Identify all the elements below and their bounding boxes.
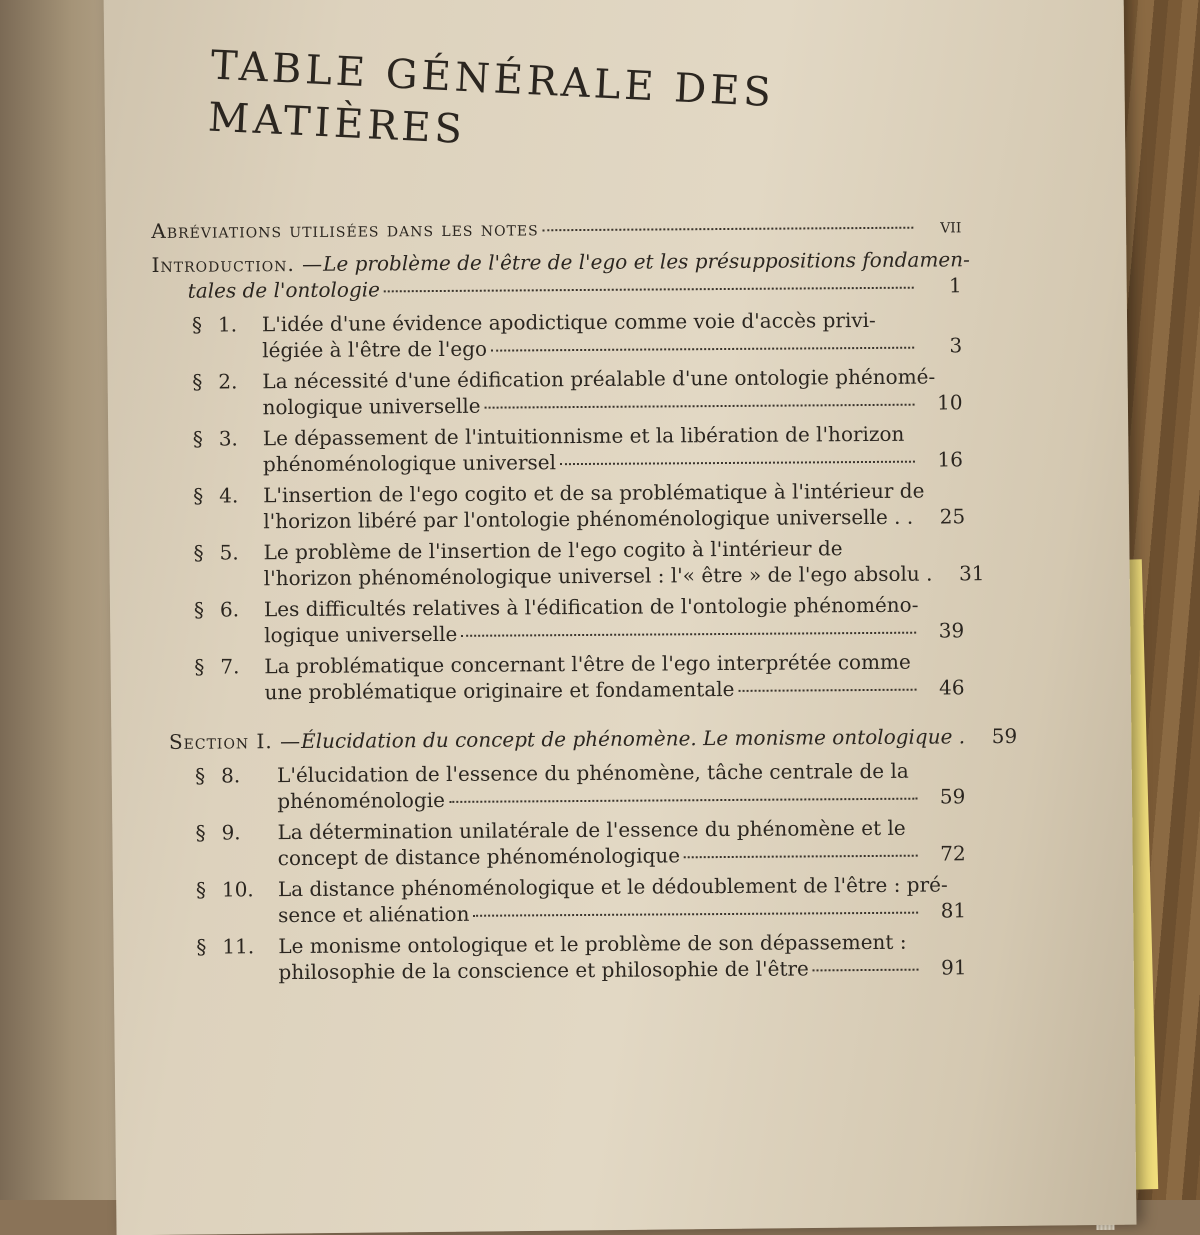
section-number: 1. [218, 311, 262, 337]
leader-dots [485, 404, 915, 409]
entry-title: Élucidation du concept de phénomène. Le monisme ontologique . [301, 723, 965, 754]
toc-entry-s6 [154, 591, 964, 649]
entry-line: phénoménologie [277, 787, 445, 814]
leader-dots [461, 632, 916, 637]
leader-dots [738, 689, 916, 692]
toc-entry-introduction [151, 246, 961, 304]
toc-list [151, 212, 966, 991]
leader-dots [491, 347, 914, 352]
section-number: 5. [219, 539, 263, 565]
entry-line: L'insertion de l'ego cogito et de sa problématique à l'intérieur de [263, 478, 924, 509]
section-number: 10. [222, 876, 266, 902]
entry-line: légiée à l'être de l'ego [262, 336, 487, 364]
entry-line: Le monisme ontologique et le problème de son dépassement : [278, 929, 906, 959]
toc-entry-s1 [152, 306, 962, 364]
section-number: 4. [219, 482, 263, 508]
section-mark: § [195, 820, 221, 846]
page-number: 72 [922, 840, 966, 866]
page-number: 3 [918, 332, 962, 358]
section-mark: § [194, 597, 220, 623]
page-number: 81 [922, 897, 966, 923]
page-number: 59 [921, 783, 965, 809]
entry-line: nologique universelle [262, 393, 480, 421]
leader-dots [684, 855, 918, 859]
toc-entry-s9 [155, 814, 965, 872]
toc-entry-s8 [155, 757, 965, 815]
section-mark: § [196, 877, 222, 903]
leader-dots [813, 969, 919, 972]
toc-entry-s2 [152, 363, 962, 421]
toc-entry-s3 [153, 420, 963, 478]
leader-dots [543, 227, 914, 232]
section-mark: § [193, 426, 219, 452]
entry-line: La nécessité d'une édification préalable d'une ontologie phénomé- [262, 364, 935, 395]
toc-entry-s10 [156, 871, 966, 929]
entry-title-cont: tales de l'ontologie [188, 276, 380, 303]
toc-entry-s11 [156, 928, 966, 986]
page-number: 16 [919, 446, 963, 472]
leader-dots [560, 461, 915, 465]
toc-entry-s4 [153, 477, 963, 535]
toc-content [150, 34, 961, 144]
section-mark: § [195, 763, 221, 789]
entry-label: Section I. — [169, 728, 301, 755]
toc-entry-section-1 [155, 723, 965, 755]
page-number: 1 [918, 272, 962, 298]
page-number: 59 [973, 723, 1017, 749]
page-number: 39 [920, 617, 964, 643]
section-mark: § [192, 369, 218, 395]
section-mark: § [196, 934, 222, 960]
entry-line: sence et aliénation [278, 901, 470, 928]
entry-line: La problématique concernant l'être de l'ego interprétée comme [264, 649, 911, 680]
section-mark: § [193, 483, 219, 509]
entry-line: concept de distance phénoménologique [278, 842, 681, 871]
entry-line: Les difficultés relatives à l'édification de l'ontologie phénoméno- [264, 592, 919, 623]
entry-title: Le problème de l'être de l'ego et les présuppositions fondamen- [323, 246, 970, 277]
section-number: 9. [221, 819, 265, 845]
entry-line: une problématique originaire et fondamentale [264, 676, 734, 705]
page-number: 91 [922, 954, 966, 980]
entry-line: Le problème de l'insertion de l'ego cogito à l'intérieur de [263, 535, 842, 565]
entry-line: La distance phénoménologique et le dédoublement de l'être : pré- [278, 871, 948, 902]
section-number: 6. [220, 596, 264, 622]
entry-label: Introduction. — [151, 251, 323, 278]
leader-dots [384, 287, 914, 293]
section-number: 7. [220, 653, 264, 679]
toc-entry-s7 [154, 648, 964, 706]
entry-line: L'élucidation de l'essence du phénomène, tâche centrale de la [277, 758, 909, 788]
entry-line: phénoménologique universel [263, 449, 556, 477]
toc-entry-s5 [153, 534, 963, 592]
page-title: TABLE GÉNÉRALE DES MATIÈRES [207, 40, 959, 180]
page-number: 10 [918, 389, 962, 415]
entry-label: Abréviations utilisées dans les notes [151, 215, 539, 244]
entry-line: La détermination unilatérale de l'essence du phénomène et le [277, 815, 905, 845]
section-number: 8. [221, 762, 265, 788]
page-number: 31 [940, 560, 984, 586]
entry-line: l'horizon phénoménologique universel : l'« être » de l'ego absolu . [264, 561, 933, 592]
section-number: 3. [219, 425, 263, 451]
page-number: 25 [921, 503, 965, 529]
section-mark: § [194, 654, 220, 680]
entry-line: philosophie de la conscience et philosophie de l'être [278, 955, 809, 985]
section-number: 2. [218, 368, 262, 394]
leader-dots [449, 798, 917, 803]
section-mark: § [192, 312, 218, 338]
entry-line: L'idée d'une évidence apodictique comme voie d'accès privi- [262, 307, 876, 337]
toc-entry-abbreviations [151, 212, 961, 244]
page-number: 46 [920, 674, 964, 700]
entry-line: logique universelle [264, 621, 457, 648]
section-mark: § [193, 540, 219, 566]
page-number: vii [917, 212, 961, 238]
entry-line: Le dépassement de l'intuitionnisme et la libération de l'horizon [263, 421, 905, 451]
leader-dots [473, 912, 918, 917]
entry-line: l'horizon libéré par l'ontologie phénoménologique universelle . . [263, 504, 913, 535]
section-number: 11. [222, 933, 266, 959]
